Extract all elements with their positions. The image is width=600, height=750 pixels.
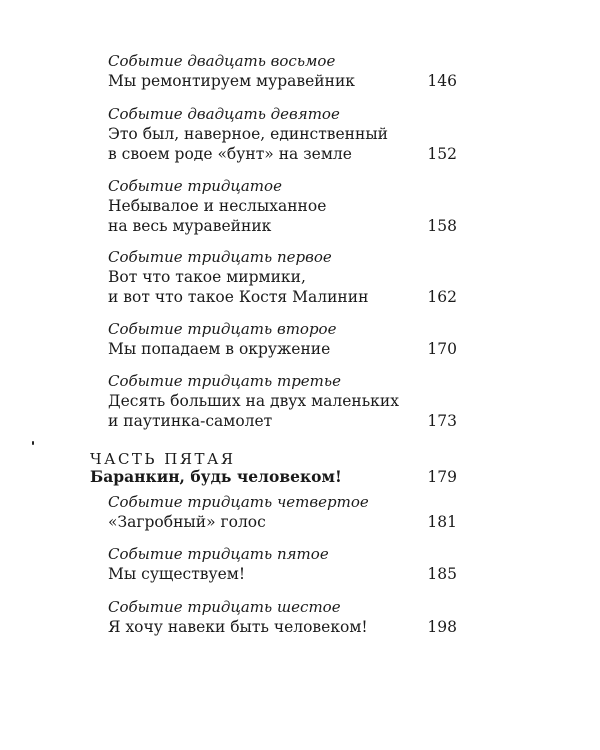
chapter-title: и паутинка-самолет (108, 412, 273, 430)
chapter-title: Десять больших на двух маленьких (108, 392, 399, 410)
chapter-title: на весь муравейник (108, 217, 272, 235)
chapter-heading: Событие тридцать шестое (108, 598, 341, 616)
chapter-title: Вот что такое мирмики, (108, 268, 306, 286)
chapter-heading: Событие двадцать девятое (108, 105, 340, 123)
page-number: 146 (427, 72, 457, 90)
print-speck (32, 441, 34, 445)
part-title: Баранкин, будь человеком! (90, 467, 342, 486)
chapter-heading: Событие двадцать восьмое (108, 52, 336, 70)
page-number: 162 (427, 288, 457, 306)
page-number: 181 (427, 513, 457, 531)
page-number: 170 (427, 340, 457, 358)
chapter-title: «Загробный» голос (108, 513, 266, 531)
chapter-heading: Событие тридцать четвертое (108, 493, 369, 511)
chapter-title: и вот что такое Костя Малинин (108, 288, 369, 306)
chapter-title: Мы попадаем в окружение (108, 340, 331, 358)
page-number: 198 (427, 618, 457, 636)
page-number: 173 (427, 412, 457, 430)
page-number: 179 (427, 468, 457, 486)
chapter-title: в своем роде «бунт» на земле (108, 145, 352, 163)
chapter-title: Мы существуем! (108, 565, 246, 583)
chapter-heading: Событие тридцатое (108, 177, 282, 195)
chapter-title: Я хочу навеки быть человеком! (108, 618, 368, 636)
chapter-heading: Событие тридцать первое (108, 248, 332, 266)
chapter-heading: Событие тридцать второе (108, 320, 337, 338)
chapter-title: Мы ремонтируем муравейник (108, 72, 355, 90)
page-number: 185 (427, 565, 457, 583)
page-number: 152 (427, 145, 457, 163)
part-label: ЧАСТЬ ПЯТАЯ (90, 450, 236, 468)
chapter-heading: Событие тридцать третье (108, 372, 341, 390)
chapter-title: Небывалое и неслыханное (108, 197, 327, 215)
chapter-title: Это был, наверное, единственный (108, 125, 389, 143)
chapter-heading: Событие тридцать пятое (108, 545, 329, 563)
page-number: 158 (427, 217, 457, 235)
